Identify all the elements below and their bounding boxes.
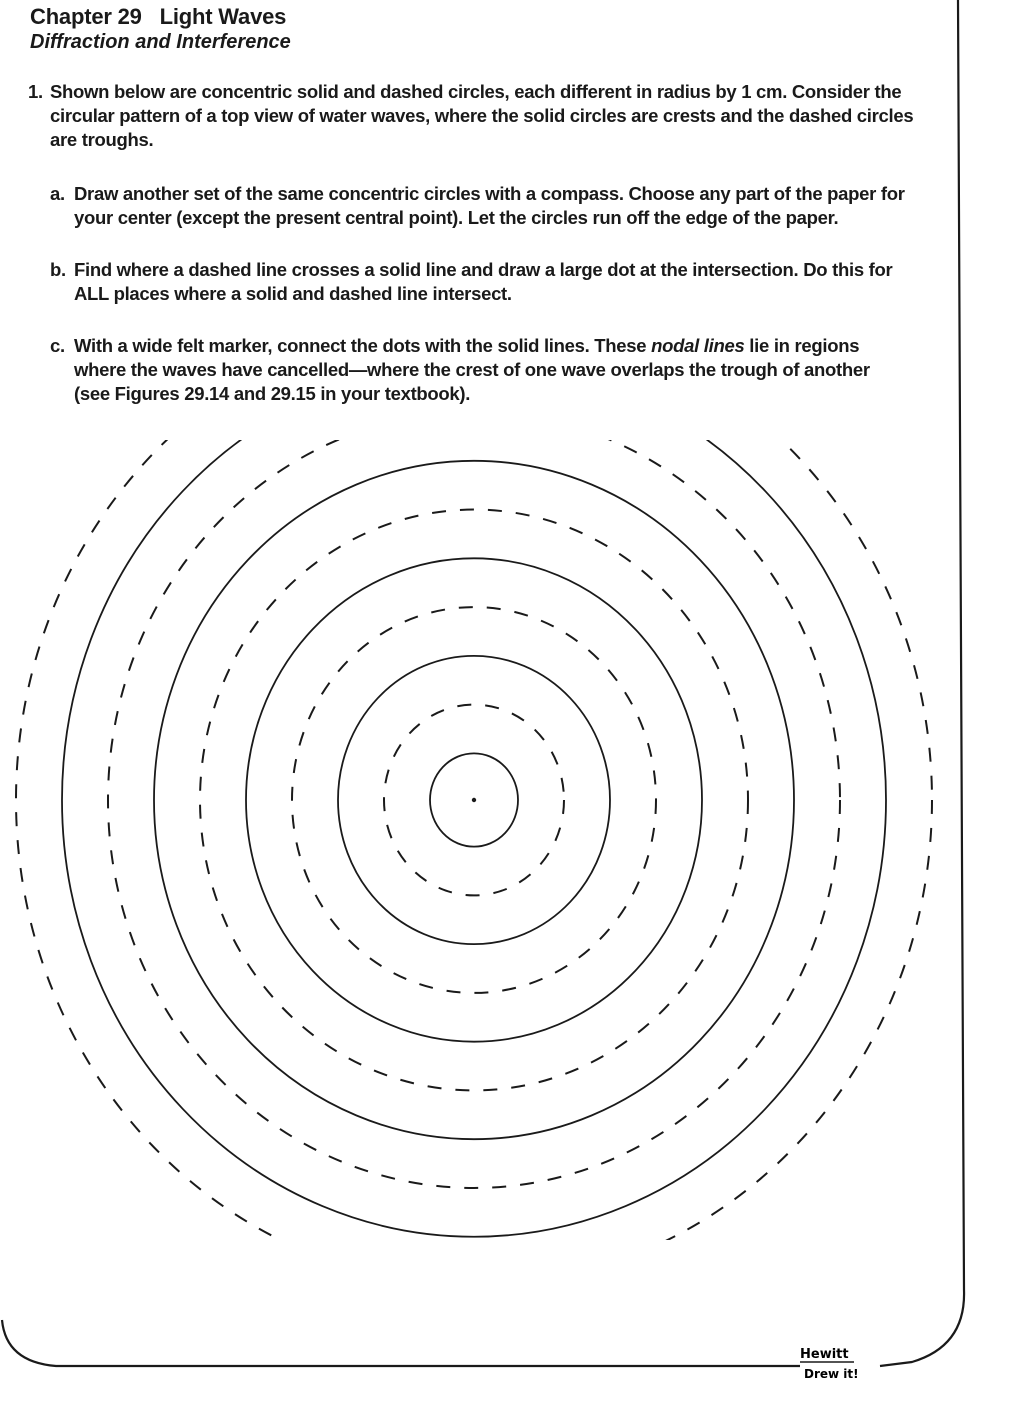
center-point [472, 798, 476, 802]
part-b [50, 258, 910, 306]
chapter-heading [30, 4, 930, 30]
worksheet-header [30, 4, 930, 54]
question-1 [28, 80, 928, 152]
part-a-text: Draw another set of the same concentric circles with a compass. Choose any part of the paper for your center (except the present central point). Let the circles run off the edge of the paper. [74, 183, 905, 228]
signature-line-1: Hewitt [800, 1347, 849, 1362]
part-b-label: b. [50, 259, 66, 280]
section-subtitle: Diffraction and Interference [30, 31, 291, 53]
part-a [50, 182, 910, 230]
part-c-text [74, 334, 910, 406]
part-c-text-after: lie in regions where the waves have cancelled—where the crest of one wave overlaps the trough of another (see Figures 29.14 and 29.15 in your textbook). [74, 335, 870, 404]
part-c-label: c. [50, 335, 65, 356]
signature-line-2: Drew it! [804, 1367, 859, 1381]
chapter-title: Light Waves [159, 4, 287, 29]
question-number: 1. [28, 81, 43, 102]
question-text: Shown below are concentric solid and dashed circles, each different in radius by 1 cm. Consider the circular pattern of a top view of water waves, where the solid circles are crests and the dashed circles are troughs. [50, 81, 914, 150]
hewitt-signature [796, 1336, 886, 1396]
trough-circle [108, 430, 840, 1188]
part-c [50, 334, 910, 406]
part-c-text-before: With a wide felt marker, connect the dots with the solid lines. These [74, 335, 652, 356]
chapter-number: Chapter 29 [30, 4, 142, 29]
concentric-circles-figure [0, 430, 1014, 1250]
nodal-lines-term: nodal lines [651, 335, 745, 356]
part-b-text: Find where a dashed line crosses a solid line and draw a large dot at the intersection. Do this for ALL places where a solid and dashed line intersect. [74, 259, 893, 304]
crest-circle [62, 430, 886, 1237]
trough-circle [16, 430, 932, 1250]
part-a-label: a. [50, 183, 65, 204]
